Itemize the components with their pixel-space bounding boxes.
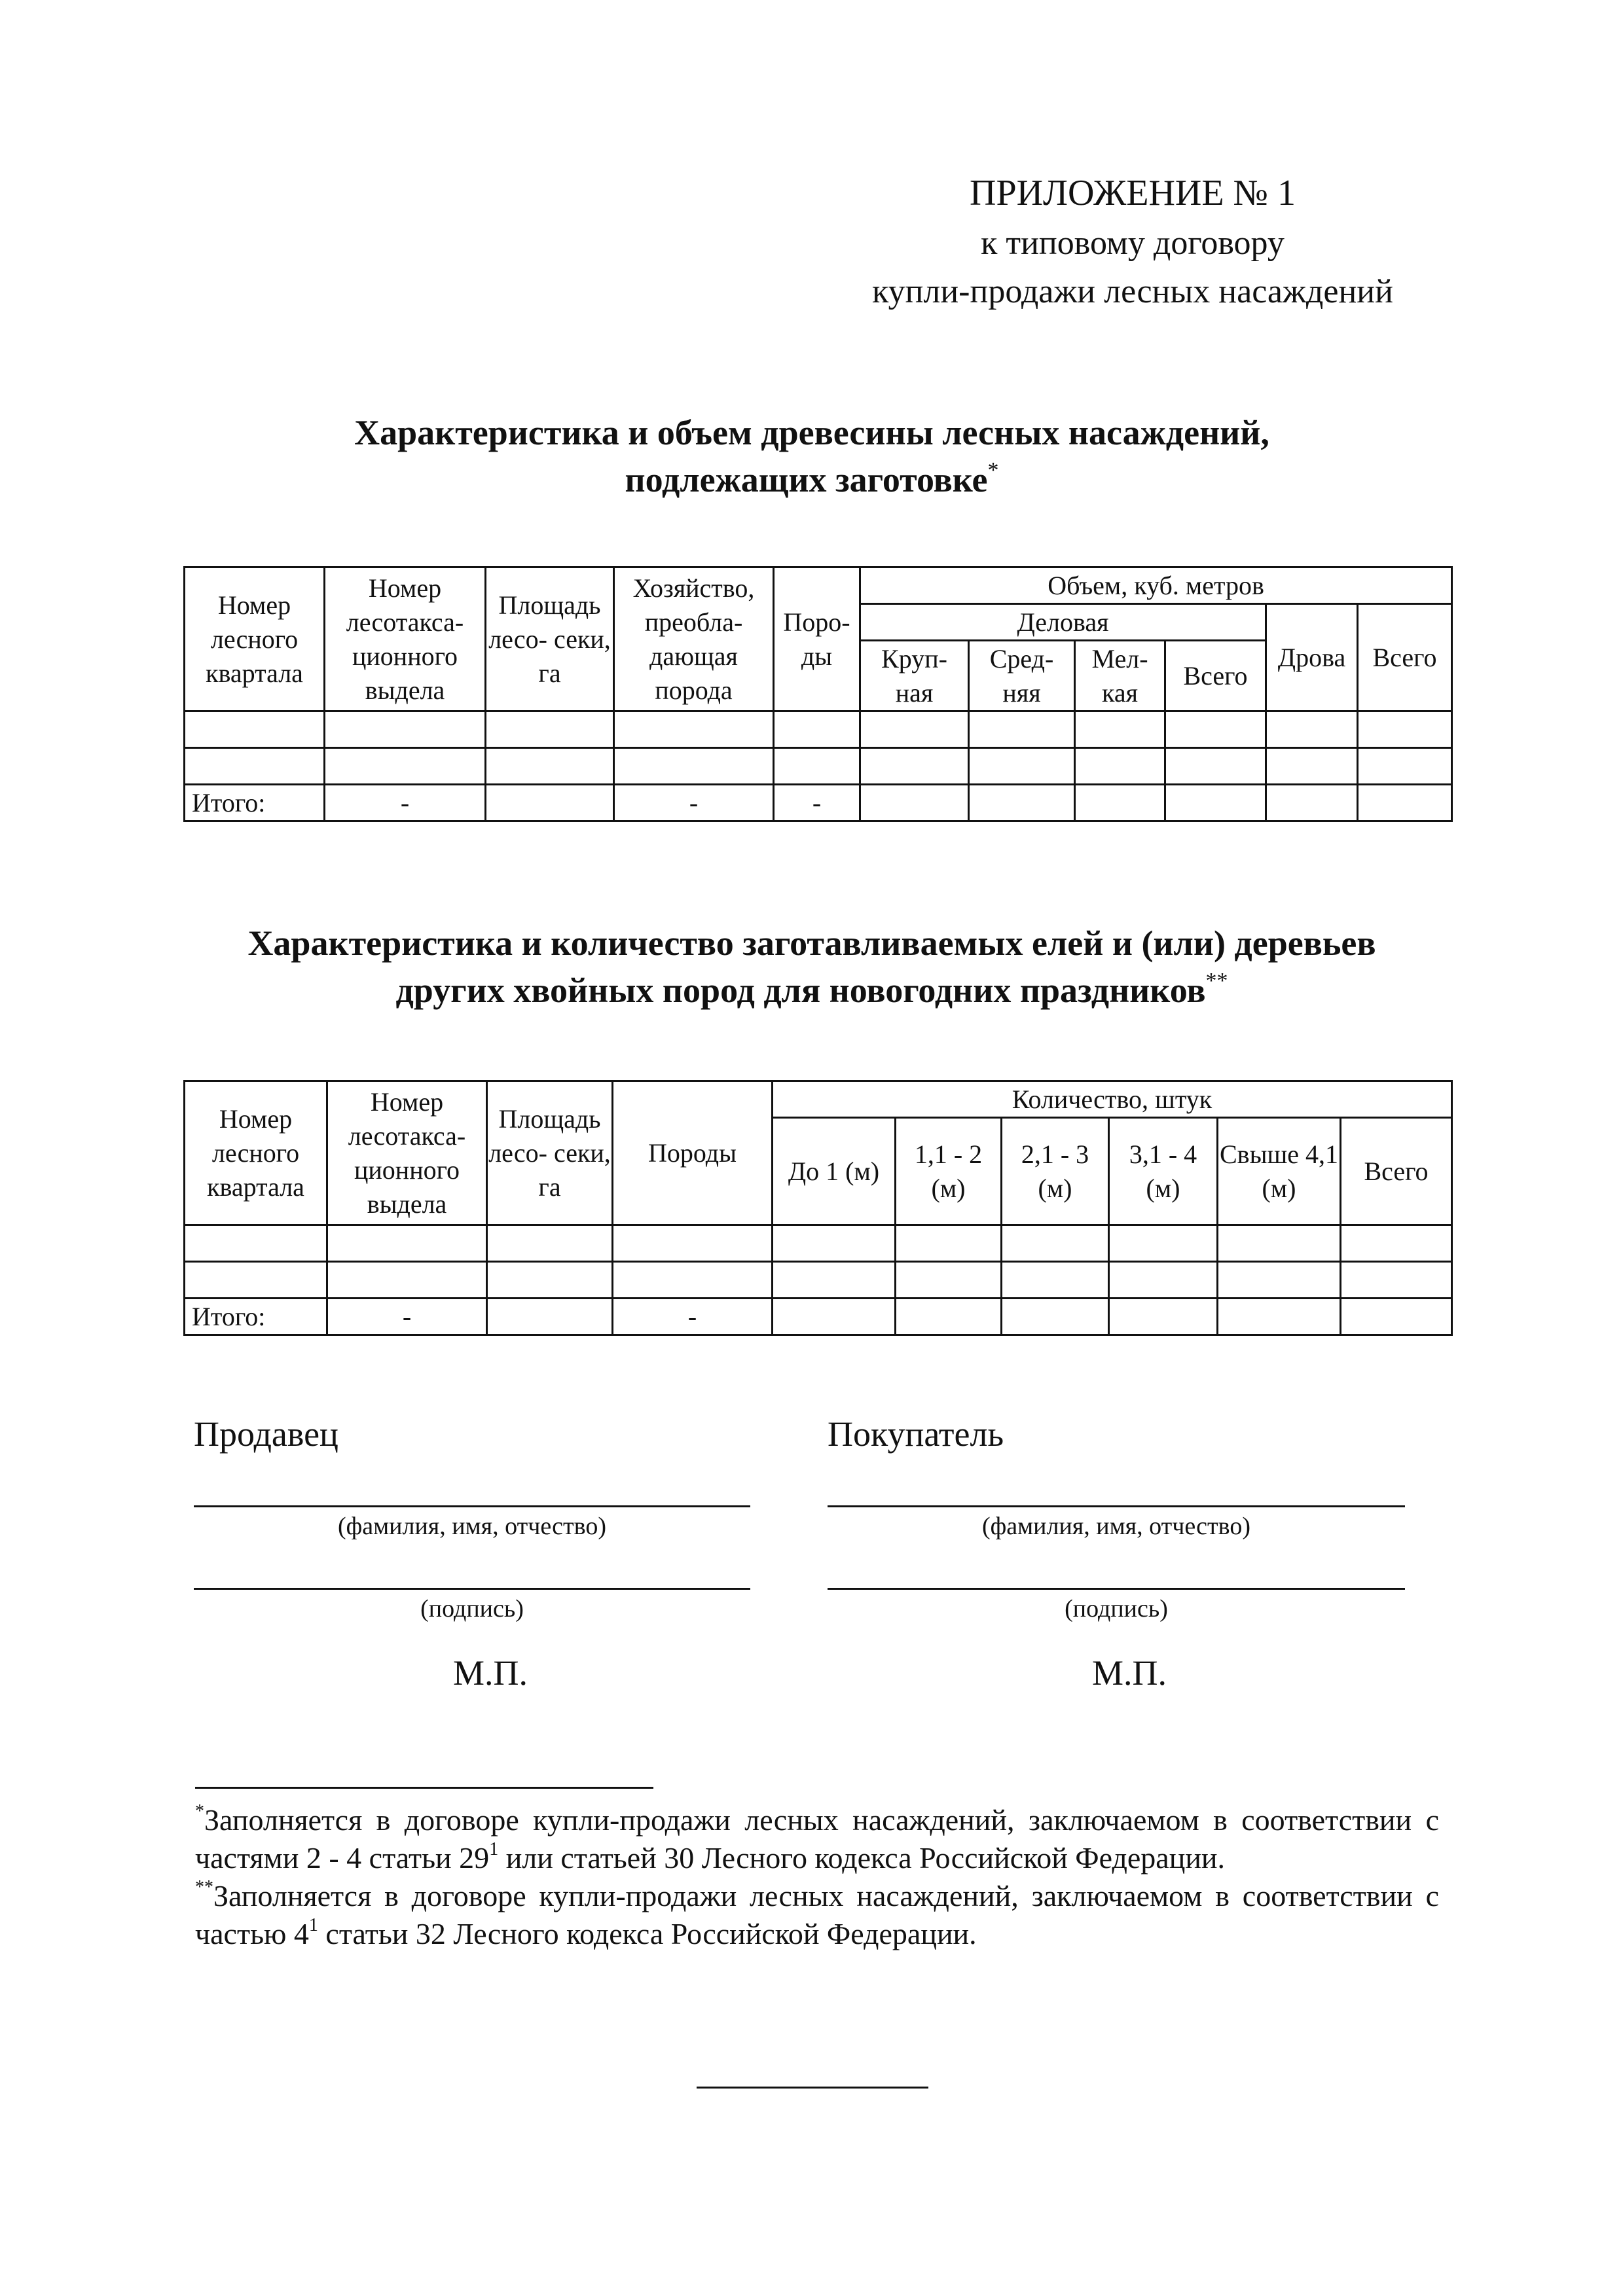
table-cell[interactable] [860,711,969,748]
table-cell[interactable] [486,785,614,821]
table-cell[interactable] [1109,1299,1218,1335]
table-cell[interactable] [773,1225,896,1262]
th-medium: Сред- няя [969,641,1075,711]
buyer-stamp: М.П. [1092,1653,1167,1693]
total-dash-species: - [774,785,860,821]
seller-name-caption: (фамилия, имя, отчество) [337,1513,606,1540]
footnotes [195,1801,1439,1953]
table-cell[interactable] [487,1225,613,1262]
appendix-header [825,167,1440,316]
footnote-2 [195,1877,1439,1953]
seller-stamp: М.П. [453,1653,528,1693]
total-row [185,1299,1452,1335]
th-volume: Объем, куб. метров [860,567,1452,604]
trees-quantity-table [183,1080,1453,1336]
table-cell[interactable] [487,1262,613,1299]
footnote-1 [195,1801,1439,1877]
footnote-1-text-end: или статьей 30 Лесного кодекса Российской Федерации. [498,1841,1226,1874]
table-cell[interactable] [969,711,1075,748]
table-cell[interactable] [1165,711,1266,748]
table-cell[interactable] [327,1262,487,1299]
table-cell[interactable] [1266,711,1358,748]
buyer-name-caption: (фамилия, имя, отчество) [981,1513,1250,1540]
table-cell[interactable] [773,1299,896,1335]
table-cell[interactable] [1109,1225,1218,1262]
th-over4: Свыше 4,1 (м) [1218,1118,1341,1225]
table-cell[interactable] [1165,785,1266,821]
table-cell[interactable] [487,1299,613,1335]
table-cell[interactable] [773,1262,896,1299]
table-cell[interactable] [774,711,860,748]
th-species: Поро- ды [774,567,860,711]
th-2-3: 2,1 - 3 (м) [1002,1118,1109,1225]
total-label: Итого: [185,785,325,821]
table-cell[interactable] [1002,1262,1109,1299]
footnote-1-text: Заполняется в договоре купли-продажи лесных насаждений, заключаемом в соответствии с частями 2 - 4 статьи 29 [195,1803,1439,1874]
table-cell[interactable] [327,1225,487,1262]
table-cell[interactable] [1341,1262,1452,1299]
table-row [185,748,1452,785]
table-cell[interactable] [1165,748,1266,785]
total-dash-plot: - [325,785,486,821]
total-dash-plot: - [327,1299,487,1335]
buyer-name-line[interactable] [828,1505,1405,1507]
seller-sign-line[interactable] [194,1588,750,1590]
buyer-sign-line[interactable] [828,1588,1405,1590]
section2-title-line2: других хвойных пород для новогодних праздников [395,971,1206,1010]
section2-title [131,920,1493,1014]
table-cell[interactable] [1075,748,1165,785]
table-cell[interactable] [1075,711,1165,748]
appendix-line2: к типовому договору [981,224,1285,262]
table-cell[interactable] [1358,711,1452,748]
table-cell[interactable] [185,1262,327,1299]
table-cell[interactable] [486,748,614,785]
table-cell[interactable] [1109,1262,1218,1299]
th-firewood: Дрова [1266,604,1358,711]
appendix-line3: купли-продажи лесных насаждений [872,273,1393,310]
table-cell[interactable] [614,711,774,748]
th-3-4: 3,1 - 4 (м) [1109,1118,1218,1225]
section1-title-line2: подлежащих заготовке [625,460,988,499]
table-cell[interactable] [969,748,1075,785]
th-large: Круп- ная [860,641,969,711]
table-row [185,711,1452,748]
th-small: Мел- кая [1075,641,1165,711]
table-cell[interactable] [896,1262,1002,1299]
table-cell[interactable] [896,1299,1002,1335]
th-business: Деловая [860,604,1266,641]
footnote-1-sup: 1 [489,1839,499,1859]
table-cell[interactable] [1218,1299,1341,1335]
table-cell[interactable] [1341,1225,1452,1262]
th-total: Всего [1358,604,1452,711]
table-cell[interactable] [1341,1299,1452,1335]
table-cell[interactable] [185,748,325,785]
table-row [185,1225,1452,1262]
timber-volume-table [183,566,1453,822]
table-cell[interactable] [860,785,969,821]
footnote-2-sup: 1 [308,1915,318,1935]
section1-title-line1: Характеристика и объем древесины лесных насаждений, [354,413,1269,452]
buyer-sign-caption: (подпись) [1065,1595,1168,1623]
table-cell[interactable] [1218,1262,1341,1299]
table-cell[interactable] [1075,785,1165,821]
total-row [185,785,1452,821]
th-upto1: До 1 (м) [773,1118,896,1225]
table-cell[interactable] [614,748,774,785]
total-dash-species: - [613,1299,773,1335]
th-quarter: Номер лесного квартала [185,1081,327,1225]
table-cell[interactable] [613,1225,773,1262]
table-cell[interactable] [1266,785,1358,821]
section2-title-line1: Характеристика и количество заготавливаемых елей и (или) деревьев [247,924,1376,963]
buyer-label: Покупатель [828,1414,1004,1454]
table-cell[interactable] [325,748,486,785]
table-cell[interactable] [613,1262,773,1299]
appendix-number: ПРИЛОЖЕНИЕ № 1 [970,173,1296,213]
table-cell[interactable] [860,748,969,785]
total-dash-farm: - [614,785,774,821]
th-total: Всего [1341,1118,1452,1225]
footnote-2-mark: ** [195,1877,213,1897]
table-cell[interactable] [969,785,1075,821]
th-business-total: Всего [1165,641,1266,711]
footnote-separator [195,1787,653,1789]
table-row [185,1262,1452,1299]
th-area: Площадь лесо- секи, га [487,1081,613,1225]
th-plot: Номер лесотакса- ционного выдела [325,567,486,711]
table-cell[interactable] [185,711,325,748]
table-cell[interactable] [774,748,860,785]
footnote-1-mark: * [195,1801,204,1821]
th-plot: Номер лесотакса- ционного выдела [327,1081,487,1225]
table-cell[interactable] [325,711,486,748]
section2-title-mark: ** [1205,969,1228,993]
total-label: Итого: [185,1299,327,1335]
table-cell[interactable] [1002,1299,1109,1335]
seller-name-line[interactable] [194,1505,750,1507]
table-cell[interactable] [185,1225,327,1262]
section1-title [131,409,1493,503]
end-line [697,2087,928,2089]
footnote-2-text: Заполняется в договоре купли-продажи лесных насаждений, заключаемом в соответствии с частью 4 [195,1879,1439,1950]
footnote-2-text-end: статьи 32 Лесного кодекса Российской Федерации. [318,1917,977,1950]
th-quantity: Количество, штук [773,1081,1452,1118]
seller-sign-caption: (подпись) [420,1595,524,1623]
table-cell[interactable] [1218,1225,1341,1262]
th-area: Площадь лесо- секи, га [486,567,614,711]
table-cell[interactable] [1266,748,1358,785]
th-quarter: Номер лесного квартала [185,567,325,711]
th-species: Породы [613,1081,773,1225]
table-cell[interactable] [1002,1225,1109,1262]
seller-label: Продавец [194,1414,338,1454]
table-cell[interactable] [1358,785,1452,821]
th-1-2: 1,1 - 2 (м) [896,1118,1002,1225]
table-cell[interactable] [1358,748,1452,785]
th-farm: Хозяйство, преобла- дающая порода [614,567,774,711]
table-cell[interactable] [486,711,614,748]
table-cell[interactable] [896,1225,1002,1262]
section1-title-mark: * [987,458,999,482]
